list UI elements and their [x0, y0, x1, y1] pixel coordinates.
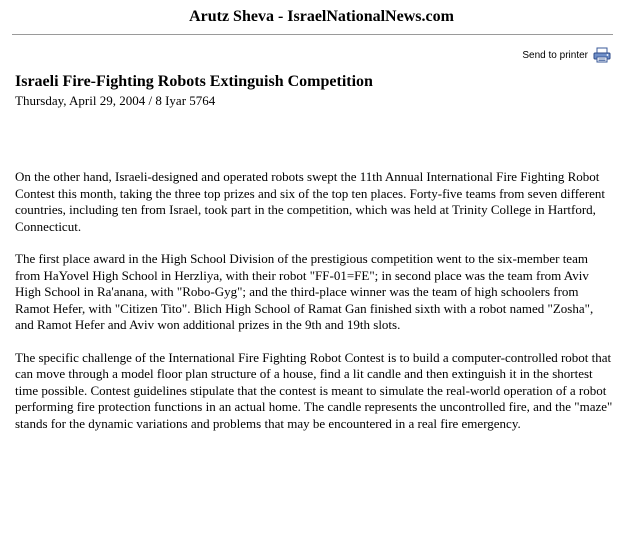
site-title: Arutz Sheva - IsraelNationalNews.com: [189, 8, 454, 25]
send-to-printer-label: Send to printer: [522, 49, 588, 61]
article-headline: Israeli Fire-Fighting Robots Extinguish Competition: [15, 73, 373, 90]
article-paragraph: The first place award in the High School Division of the prestigious competition went to the six-member team from HaYovel High School in Herzliya, with their robot "FF-01=FE"; in second place was the team from Aviv High School in Ra'anana, with "Robo-Gyg"; and the third-place winner was the team of high schoolers from Ramot Hefer, with "Citizen Tito". Blich High School of Ramat Gan finished sixth with a robot named "Zosha", and Ramot Hefer and Aviv won additional prizes in the 9th and 19th slots.: [15, 251, 594, 332]
article-dateline: Thursday, April 29, 2004 / 8 Iyar 5764: [15, 93, 216, 108]
article-paragraph: On the other hand, Israeli-designed and operated robots swept the 11th Annual International Fire Fighting Robot Contest this month, taking the three top prizes and six of the top ten places. Forty-five teams from seven different countries, including ten from Israel, took part in the competition, which was held at Trinity College in Hartford, Connecticut.: [15, 169, 606, 234]
header-divider: [12, 34, 613, 35]
article-paragraph: The specific challenge of the International Fire Fighting Robot Contest is to build a computer-controlled robot that can move through a model floor plan structure of a house, find a lit candle and then extinguish it in the shortest time possible. Contest guidelines stipulate that the contest is meant to simulate the real-world operation of a robot performing fire protection functions in an actual home. The candle represents the uncontrolled fire, and the "maze" stands for the dynamic variations and problems that may be encountered in a real fire emergency.: [15, 349, 613, 431]
printer-icon[interactable]: [593, 47, 611, 63]
article-body: [15, 169, 615, 448]
send-to-printer-link[interactable]: [522, 47, 611, 63]
